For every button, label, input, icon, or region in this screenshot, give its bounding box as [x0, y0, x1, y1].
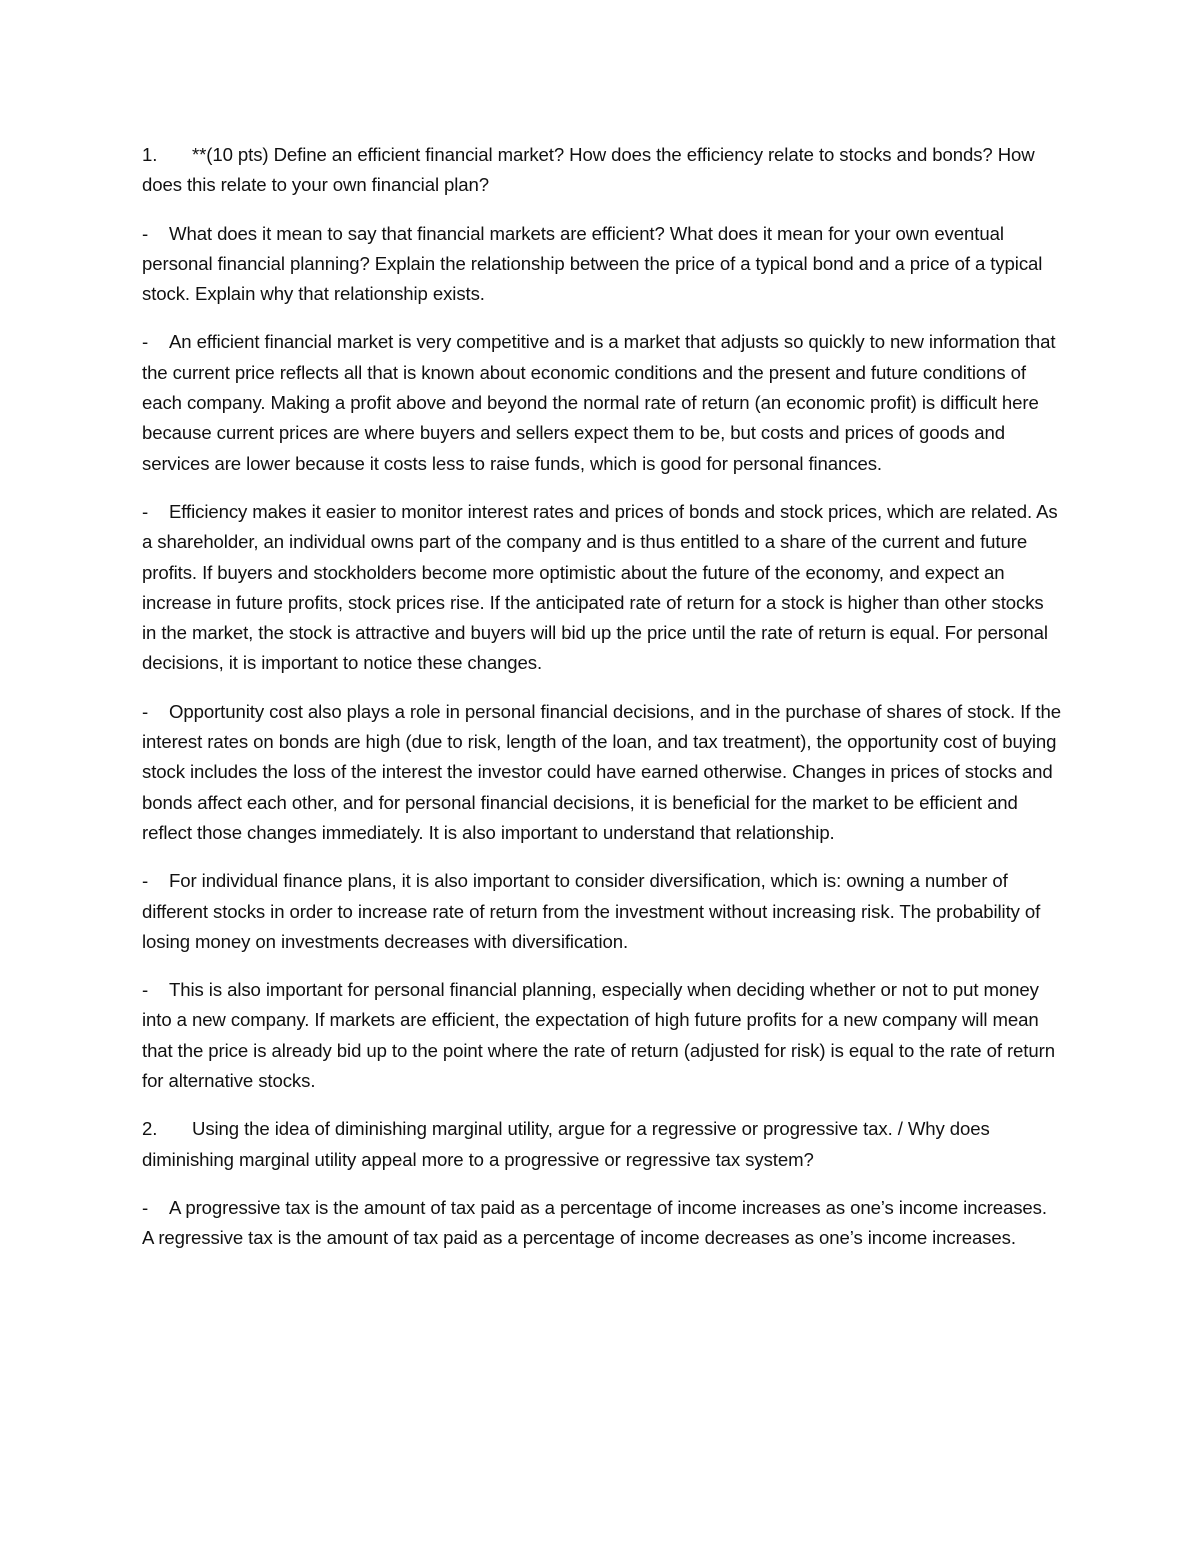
answer-paragraph [142, 327, 1062, 478]
list-marker: - [142, 331, 149, 353]
list-marker: 1. [142, 144, 158, 165]
question-text: **(10 pts) Define an efficient financial market? How does the efficiency relate to stocks and bonds? How does this relate to your own financial plan? [142, 144, 1035, 196]
answer-text: Efficiency makes it easier to monitor interest rates and prices of bonds and stock prices, which are related. As a shareholder, an individual owns part of the company and is thus entitled to a share of the current and future profits. If buyers and stockholders become more optimistic about the future of the economy, and expect an increase in future profits, stock prices rise. If the anticipated rate of return for a stock is higher than other stocks in the market, the stock is attractive and buyers will bid up the price until the rate of return is equal. For personal decisions, it is important to notice these changes. [142, 500, 1058, 674]
answer-paragraph [142, 697, 1062, 848]
question-1 [142, 140, 1062, 201]
answer-paragraph [142, 866, 1062, 957]
list-marker: - [142, 870, 149, 892]
list-marker: - [142, 500, 149, 522]
question-text: Using the idea of diminishing marginal utility, argue for a regressive or progressive tax. / Why does diminishing marginal utility appeal more to a progressive or regressive tax system? [142, 1118, 990, 1170]
document-body [142, 140, 1062, 1272]
list-marker: - [142, 1196, 149, 1218]
answer-text: This is also important for personal financial planning, especially when deciding whether or not to put money into a new company. If markets are efficient, the expectation of high future profits for a new company will mean that the price is already bid up to the point where the rate of return (adjusted for risk) is equal to the rate of return for alternative stocks. [142, 979, 1055, 1092]
answer-text: What does it mean to say that financial markets are efficient? What does it mean for your own eventual personal financial planning? Explain the relationship between the price of a typical bond and a price of a typical stock. Explain why that relationship exists. [142, 222, 1043, 305]
list-marker: 2. [142, 1118, 158, 1140]
answer-paragraph [142, 497, 1062, 679]
list-marker: - [142, 222, 149, 244]
answer-paragraph [142, 1193, 1062, 1254]
answer-text: A progressive tax is the amount of tax paid as a percentage of income increases as one’s income increases. A regressive tax is the amount of tax paid as a percentage of income decreases as one’s income increases. [142, 1196, 1047, 1249]
list-marker: - [142, 700, 149, 722]
answer-paragraph [142, 975, 1062, 1096]
answer-paragraph [142, 219, 1062, 310]
answer-text: An efficient financial market is very competitive and is a market that adjusts so quickly to new information that the current price reflects all that is known about economic conditions and the present and future conditions of each company. Making a profit above and beyond the normal rate of return (an economic profit) is difficult here because current prices are where buyers and sellers expect them to be, but costs and prices of goods and services are lower because it costs less to raise funds, which is good for personal finances. [142, 331, 1056, 474]
list-marker: - [142, 979, 149, 1001]
question-2 [142, 1114, 1062, 1175]
answer-text: Opportunity cost also plays a role in personal financial decisions, and in the purchase of shares of stock. If the interest rates on bonds are high (due to risk, length of the loan, and tax treatment), the opportunity cost of buying stock includes the loss of the interest the investor could have earned otherwise. Changes in prices of stocks and bonds affect each other, and for personal financial decisions, it is beneficial for the market to be efficient and reflect those changes immediately. It is also important to understand that relationship. [142, 700, 1061, 843]
answer-text: For individual finance plans, it is also important to consider diversification, which is: owning a number of different stocks in order to increase rate of return from the investment without increasing risk. The probability of losing money on investments decreases with diversification. [142, 870, 1041, 952]
